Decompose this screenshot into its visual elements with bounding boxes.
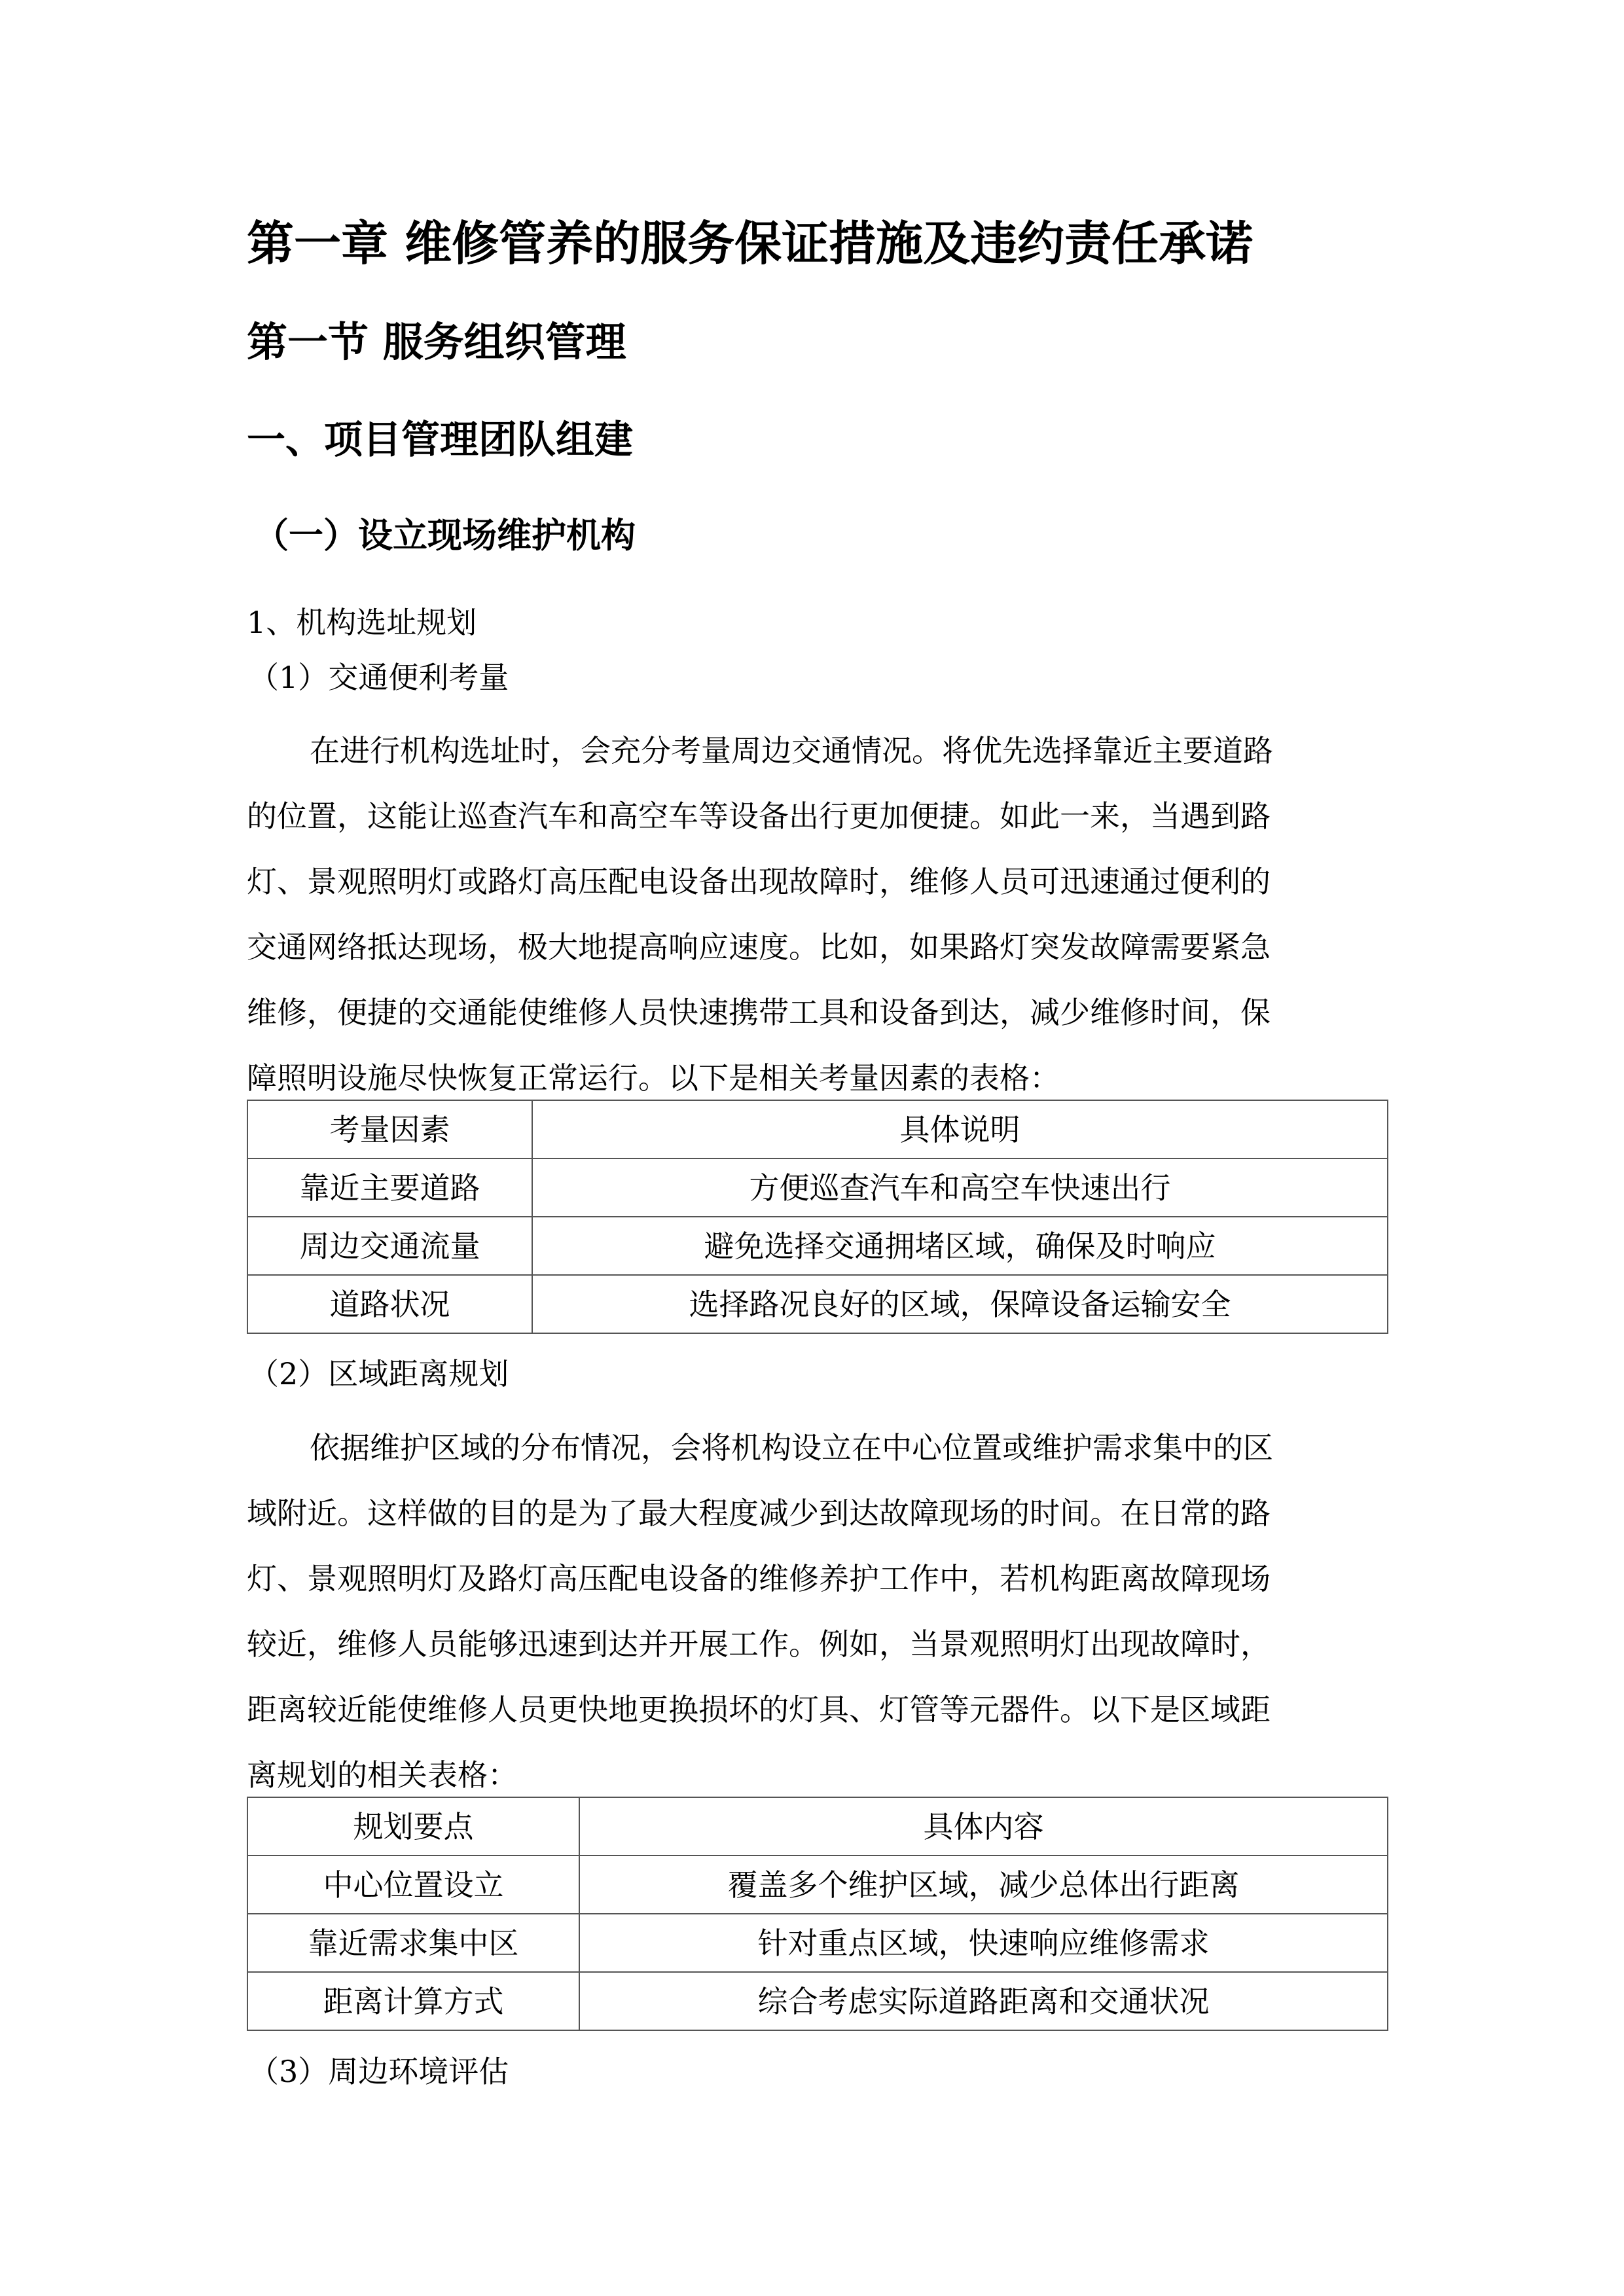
paragraph-line: 依据维护区域的分布情况，会将机构设立在中心位置或维护需求集中的区 xyxy=(310,1430,1273,1465)
table-header-row xyxy=(247,1797,1388,1856)
table-row xyxy=(247,1972,1388,2030)
table-cell: 覆盖多个维护区域，减少总体出行距离 xyxy=(579,1856,1388,1914)
subsection-title: 一、项目管理团队组建 xyxy=(247,417,634,462)
item-heading-1: （1）交通便利考量 xyxy=(249,660,509,695)
table-cell: 距离计算方式 xyxy=(247,1972,579,2030)
table-header-cell: 规划要点 xyxy=(247,1797,579,1856)
level5-heading: 1、机构选址规划 xyxy=(247,605,477,640)
table-cell: 中心位置设立 xyxy=(247,1856,579,1914)
table-row xyxy=(247,1914,1388,1972)
table-cell: 道路状况 xyxy=(247,1275,532,1333)
item-heading-2: （2）区域距离规划 xyxy=(249,1356,509,1391)
table-header-cell: 具体说明 xyxy=(532,1100,1388,1158)
table-cell: 选择路况良好的区域，保障设备运输安全 xyxy=(532,1275,1388,1333)
paragraph-line: 的位置，这能让巡查汽车和高空车等设备出行更加便捷。如此一来，当遇到路 xyxy=(247,798,1271,834)
paragraph-line: 在进行机构选址时，会充分考量周边交通情况。将优先选择靠近主要道路 xyxy=(310,733,1273,768)
paragraph-line: 灯、景观照明灯或路灯高压配电设备出现故障时，维修人员可迅速通过便利的 xyxy=(247,864,1271,899)
table-cell: 避免选择交通拥堵区域，确保及时响应 xyxy=(532,1217,1388,1275)
table-cell: 方便巡查汽车和高空车快速出行 xyxy=(532,1158,1388,1217)
table-row xyxy=(247,1856,1388,1914)
table-cell: 综合考虑实际道路距离和交通状况 xyxy=(579,1972,1388,2030)
paragraph-line: 灯、景观照明灯及路灯高压配电设备的维修养护工作中，若机构距离故障现场 xyxy=(247,1561,1271,1596)
distance-planning-table xyxy=(247,1797,1388,2031)
table-row xyxy=(247,1158,1388,1217)
table-cell: 周边交通流量 xyxy=(247,1217,532,1275)
paragraph-line: 交通网络抵达现场，极大地提高响应速度。比如，如果路灯突发故障需要紧急 xyxy=(247,929,1271,965)
paragraph-1 xyxy=(247,718,1373,1111)
paragraph-line: 维修，便捷的交通能使维修人员快速携带工具和设备到达，减少维修时间，保 xyxy=(247,995,1271,1030)
table-header-cell: 考量因素 xyxy=(247,1100,532,1158)
transport-factors-table xyxy=(247,1100,1388,1334)
paragraph-line: 离规划的相关表格： xyxy=(247,1757,518,1793)
paragraph-line: 域附近。这样做的目的是为了最大程度减少到达故障现场的时间。在日常的路 xyxy=(247,1496,1271,1531)
table-cell: 靠近主要道路 xyxy=(247,1158,532,1217)
chapter-title: 第一章 维修管养的服务保证措施及违约责任承诺 xyxy=(247,215,1254,271)
section-title: 第一节 服务组织管理 xyxy=(247,318,626,366)
table-cell: 靠近需求集中区 xyxy=(247,1914,579,1972)
table-header-row xyxy=(247,1100,1388,1158)
item-heading-3: （3）周边环境评估 xyxy=(249,2054,509,2089)
paragraph-line: 距离较近能使维修人员更快地更换损坏的灯具、灯管等元器件。以下是区域距 xyxy=(247,1692,1271,1727)
paragraph-line: 较近，维修人员能够迅速到达并开展工作。例如，当景观照明灯出现故障时， xyxy=(247,1626,1271,1662)
table-header-cell: 具体内容 xyxy=(579,1797,1388,1856)
paragraph-line: 障照明设施尽快恢复正常运行。以下是相关考量因素的表格： xyxy=(247,1060,1060,1096)
paragraph-2 xyxy=(247,1415,1373,1808)
table-row xyxy=(247,1217,1388,1275)
level4-heading: （一）设立现场维护机构 xyxy=(254,515,636,556)
table-row xyxy=(247,1275,1388,1333)
table-cell: 针对重点区域，快速响应维修需求 xyxy=(579,1914,1388,1972)
